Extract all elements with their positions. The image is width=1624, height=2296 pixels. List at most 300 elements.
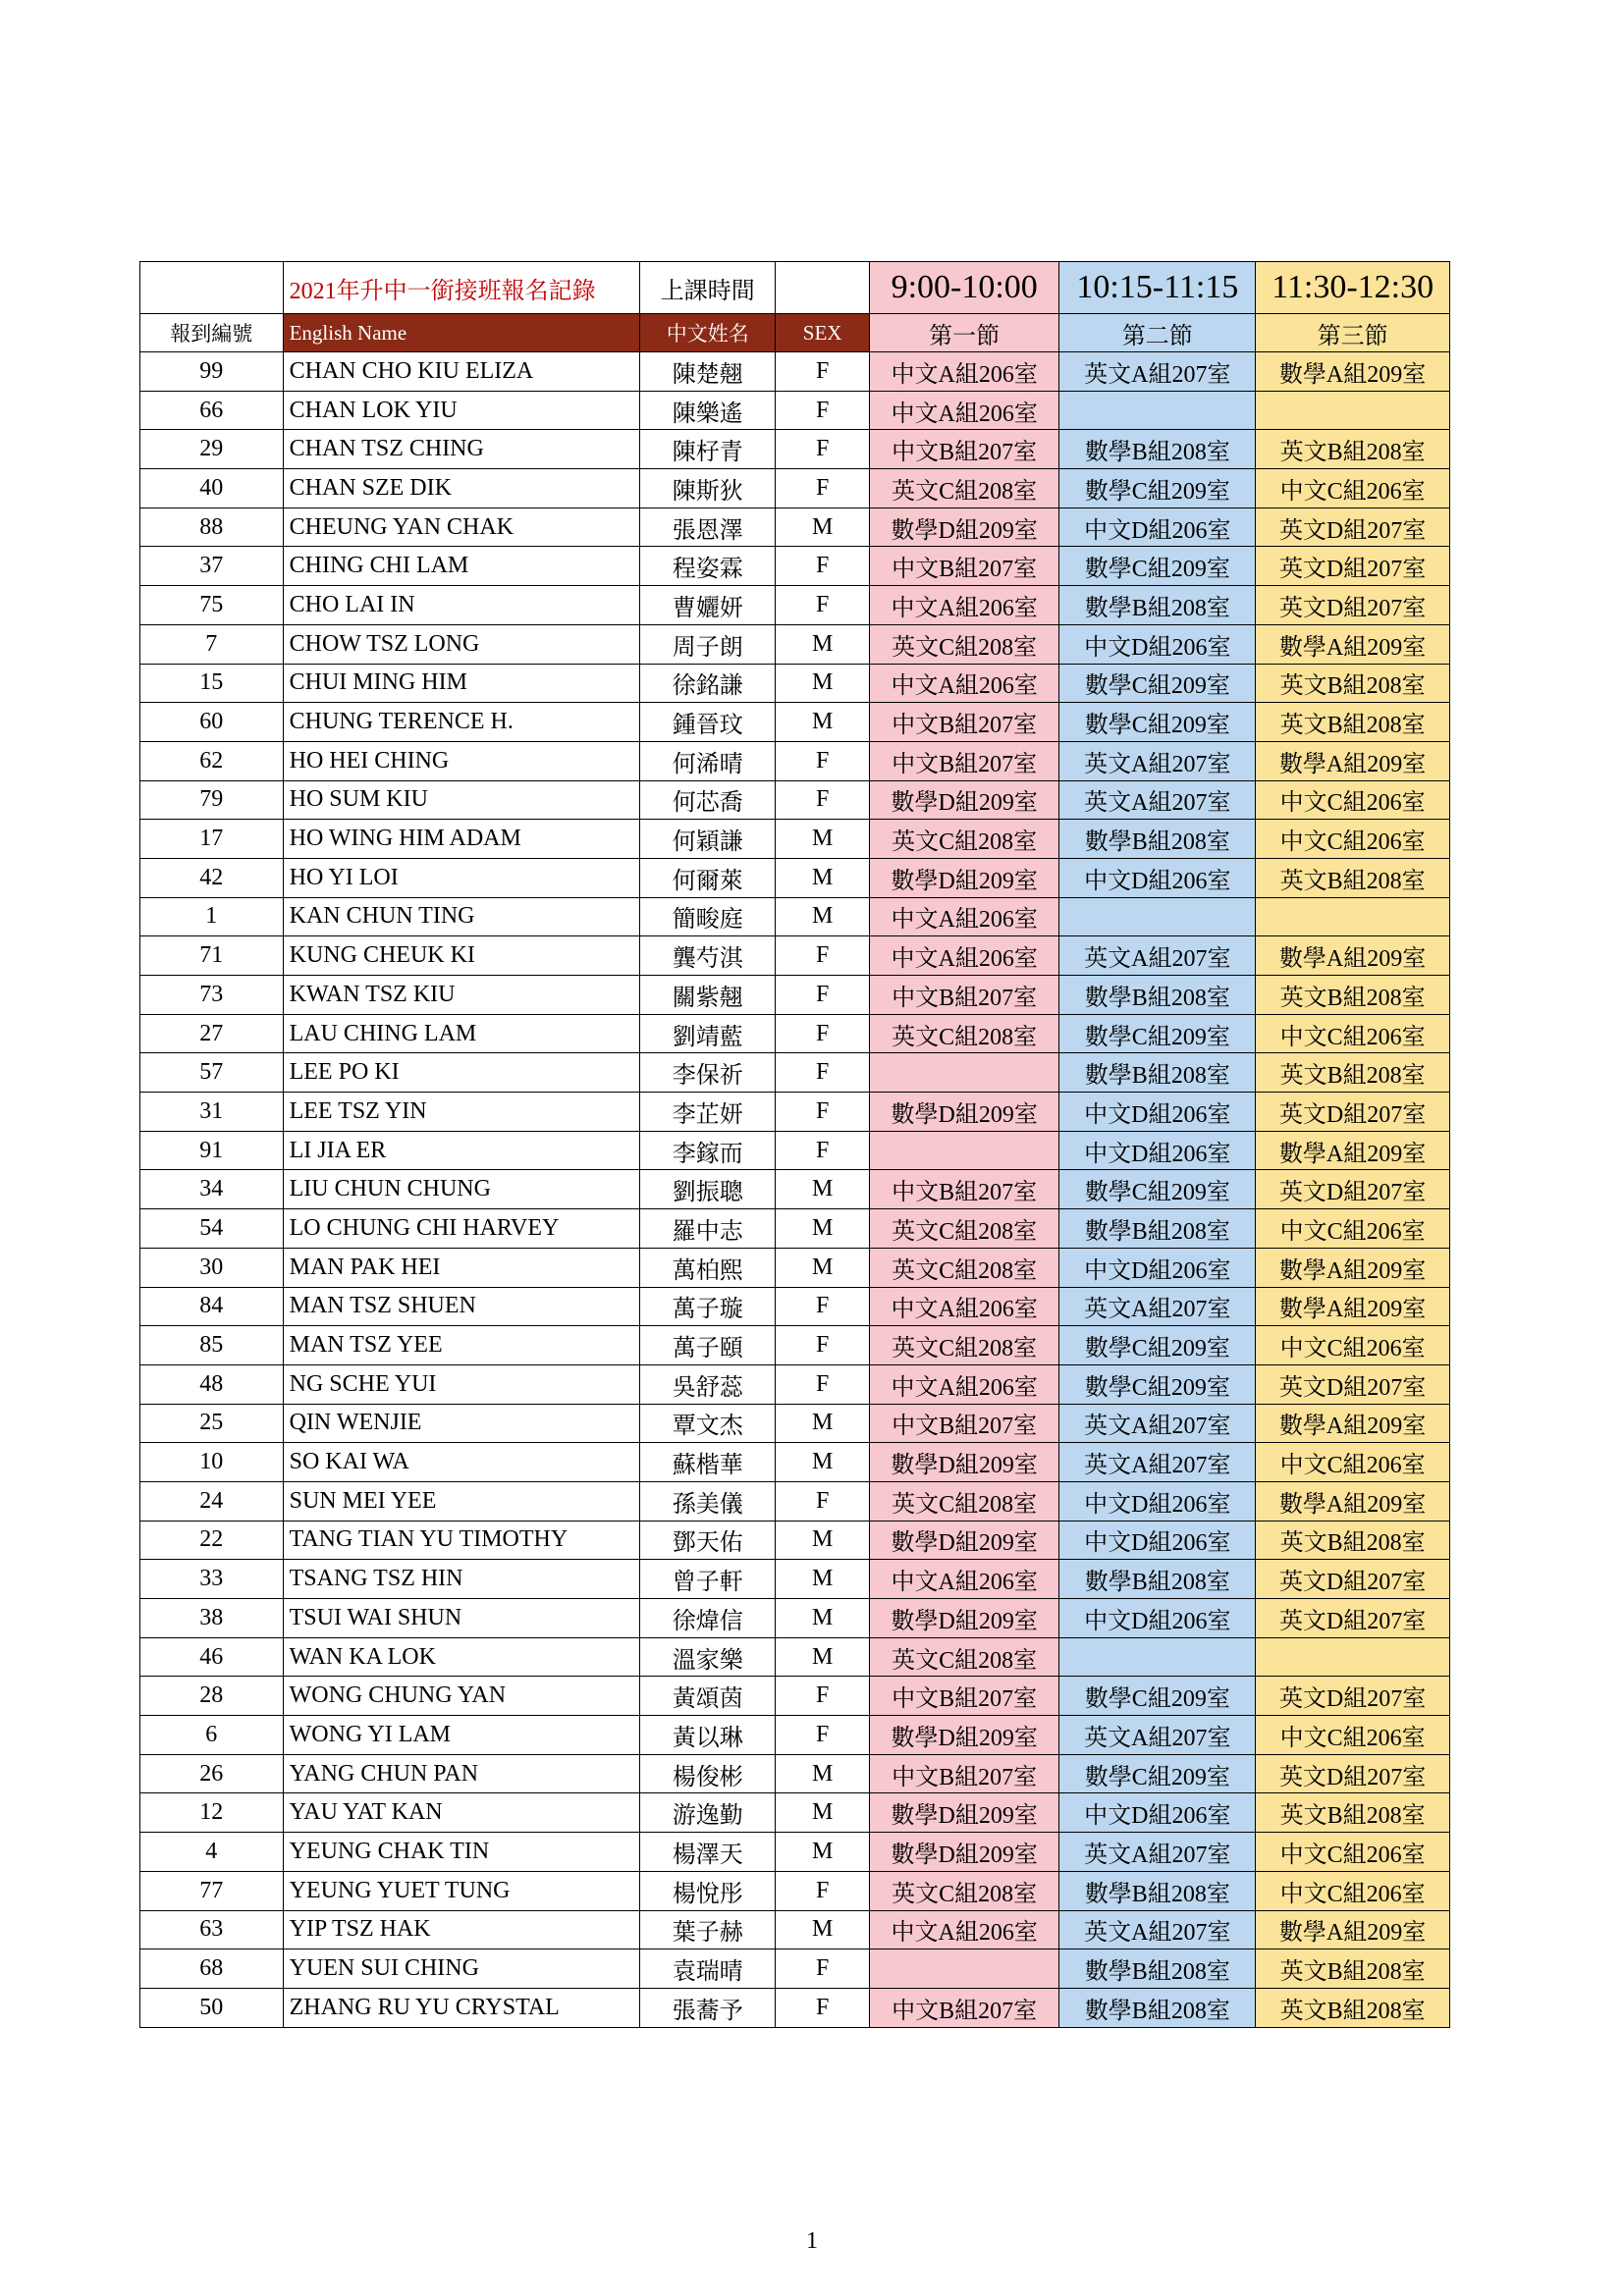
period3-class: 英文D組207室 (1256, 1364, 1450, 1404)
registration-number: 63 (140, 1910, 284, 1949)
period3-class: 英文B組208室 (1256, 1521, 1450, 1560)
period2-class (1059, 897, 1256, 936)
english-name: MAN TSZ SHUEN (283, 1287, 640, 1326)
table-row (140, 1910, 1450, 1949)
table-row (140, 1560, 1450, 1599)
table-row (140, 624, 1450, 664)
english-name: QIN WENJIE (283, 1404, 640, 1443)
english-name: TSANG TSZ HIN (283, 1560, 640, 1599)
period3-class: 英文B組208室 (1256, 1949, 1450, 1989)
period1-class: 中文B組207室 (869, 976, 1058, 1015)
table-row (140, 741, 1450, 780)
english-name: LIU CHUN CHUNG (283, 1170, 640, 1209)
english-name: CHOW TSZ LONG (283, 624, 640, 664)
registration-number: 12 (140, 1793, 284, 1833)
table-row (140, 586, 1450, 625)
table-row (140, 1209, 1450, 1249)
sex: M (776, 1248, 870, 1287)
chinese-name: 蘇楷華 (640, 1443, 776, 1482)
period1-class: 中文A組206室 (869, 586, 1058, 625)
page-number: 1 (806, 2228, 818, 2254)
period3-class: 中文C組206室 (1256, 780, 1450, 820)
col-header-period3: 第三節 (1256, 314, 1450, 352)
table-row (140, 391, 1450, 430)
period3-class: 英文B組208室 (1256, 976, 1450, 1015)
sex: M (776, 507, 870, 547)
registration-number: 42 (140, 858, 284, 897)
period3-class: 英文B組208室 (1256, 1988, 1450, 2027)
period2-class: 中文D組206室 (1059, 1793, 1256, 1833)
registration-number: 48 (140, 1364, 284, 1404)
english-name: WONG CHUNG YAN (283, 1677, 640, 1716)
registration-number: 34 (140, 1170, 284, 1209)
english-name: LO CHUNG CHI HARVEY (283, 1209, 640, 1249)
sex: F (776, 1014, 870, 1053)
period2-time: 10:15-11:15 (1059, 262, 1256, 314)
period2-class: 英文A組207室 (1059, 1404, 1256, 1443)
sex: M (776, 1521, 870, 1560)
period2-class: 中文D組206室 (1059, 1521, 1256, 1560)
period3-class: 英文D組207室 (1256, 1677, 1450, 1716)
english-name: LAU CHING LAM (283, 1014, 640, 1053)
chinese-name: 何穎謙 (640, 820, 776, 859)
registration-number: 68 (140, 1949, 284, 1989)
period1-class: 數學D組209室 (869, 1521, 1058, 1560)
chinese-name: 李芷妍 (640, 1093, 776, 1132)
chinese-name: 曾子軒 (640, 1560, 776, 1599)
period2-class: 數學C組209室 (1059, 664, 1256, 703)
english-name: CHEUNG YAN CHAK (283, 507, 640, 547)
registration-number: 33 (140, 1560, 284, 1599)
registration-number: 99 (140, 352, 284, 392)
period1-class: 英文C組208室 (869, 1481, 1058, 1521)
registration-number: 57 (140, 1053, 284, 1093)
period2-class: 中文D組206室 (1059, 858, 1256, 897)
period1-class: 英文C組208室 (869, 1871, 1058, 1910)
table-row (140, 1677, 1450, 1716)
table-row (140, 703, 1450, 742)
english-name: CHING CHI LAM (283, 547, 640, 586)
table-row (140, 1364, 1450, 1404)
chinese-name: 龔芍淇 (640, 936, 776, 976)
english-name: TANG TIAN YU TIMOTHY (283, 1521, 640, 1560)
period3-class: 英文B組208室 (1256, 703, 1450, 742)
sex: F (776, 1949, 870, 1989)
table-row (140, 430, 1450, 469)
period2-class: 英文A組207室 (1059, 1910, 1256, 1949)
registration-number: 38 (140, 1599, 284, 1638)
registration-number: 84 (140, 1287, 284, 1326)
table-row (140, 1481, 1450, 1521)
table-row (140, 1716, 1450, 1755)
period1-class: 數學D組209室 (869, 1716, 1058, 1755)
chinese-name: 鍾晉玟 (640, 703, 776, 742)
table-row (140, 1871, 1450, 1910)
class-time-label: 上課時間 (640, 262, 776, 314)
period3-class: 數學A組209室 (1256, 624, 1450, 664)
table-row (140, 897, 1450, 936)
registration-number: 88 (140, 507, 284, 547)
english-name: YEUNG CHAK TIN (283, 1833, 640, 1872)
period1-class: 數學D組209室 (869, 780, 1058, 820)
chinese-name: 吳舒蕊 (640, 1364, 776, 1404)
period2-class: 英文A組207室 (1059, 780, 1256, 820)
period3-class: 數學A組209室 (1256, 352, 1450, 392)
english-name: WAN KA LOK (283, 1637, 640, 1677)
period3-class (1256, 897, 1450, 936)
period2-class (1059, 1637, 1256, 1677)
period2-class: 數學C組209室 (1059, 469, 1256, 508)
period2-class: 數學B組208室 (1059, 1560, 1256, 1599)
registration-number: 27 (140, 1014, 284, 1053)
chinese-name: 何芯喬 (640, 780, 776, 820)
period3-class: 中文C組206室 (1256, 820, 1450, 859)
period2-class: 數學C組209室 (1059, 703, 1256, 742)
sex: F (776, 1326, 870, 1365)
period1-class: 英文C組208室 (869, 469, 1058, 508)
sex: M (776, 858, 870, 897)
sex: F (776, 469, 870, 508)
table-row (140, 780, 1450, 820)
col-header-period1: 第一節 (869, 314, 1058, 352)
sex: F (776, 1481, 870, 1521)
registration-number: 66 (140, 391, 284, 430)
registration-number: 15 (140, 664, 284, 703)
period3-class: 數學A組209室 (1256, 1248, 1450, 1287)
period1-class: 中文B組207室 (869, 1988, 1058, 2027)
chinese-name: 楊俊彬 (640, 1754, 776, 1793)
chinese-name: 萬子璇 (640, 1287, 776, 1326)
table-row (140, 1131, 1450, 1170)
english-name: SO KAI WA (283, 1443, 640, 1482)
period3-class: 英文D組207室 (1256, 586, 1450, 625)
registration-number: 17 (140, 820, 284, 859)
period2-class: 數學C組209室 (1059, 1364, 1256, 1404)
chinese-name: 陳樂遙 (640, 391, 776, 430)
period2-class: 數學B組208室 (1059, 430, 1256, 469)
sex: M (776, 1560, 870, 1599)
period3-class: 英文B組208室 (1256, 1053, 1450, 1093)
period2-class: 英文A組207室 (1059, 1716, 1256, 1755)
english-name: CHAN SZE DIK (283, 469, 640, 508)
period1-class: 數學D組209室 (869, 1599, 1058, 1638)
chinese-name: 袁瑞晴 (640, 1949, 776, 1989)
chinese-name: 覃文杰 (640, 1404, 776, 1443)
period3-class: 中文C組206室 (1256, 1209, 1450, 1249)
period1-class: 中文A組206室 (869, 391, 1058, 430)
sex: M (776, 1793, 870, 1833)
table-row (140, 352, 1450, 392)
period1-class: 中文B組207室 (869, 430, 1058, 469)
english-name: YUEN SUI CHING (283, 1949, 640, 1989)
period1-class: 英文C組208室 (869, 1014, 1058, 1053)
period1-class: 中文A組206室 (869, 664, 1058, 703)
english-name: NG SCHE YUI (283, 1364, 640, 1404)
period2-class: 數學B組208室 (1059, 1988, 1256, 2027)
period1-class: 中文B組207室 (869, 741, 1058, 780)
english-name: WONG YI LAM (283, 1716, 640, 1755)
col-header-period2: 第二節 (1059, 314, 1256, 352)
period2-class: 數學B組208室 (1059, 976, 1256, 1015)
table-row (140, 507, 1450, 547)
english-name: CHUNG TERENCE H. (283, 703, 640, 742)
period2-class: 數學C組209室 (1059, 547, 1256, 586)
table-row (140, 1793, 1450, 1833)
chinese-name: 徐煒信 (640, 1599, 776, 1638)
chinese-name: 曹孋妍 (640, 586, 776, 625)
chinese-name: 葉子赫 (640, 1910, 776, 1949)
chinese-name: 張蕎予 (640, 1988, 776, 2027)
sex: F (776, 780, 870, 820)
period2-class: 英文A組207室 (1059, 1833, 1256, 1872)
english-name: HO WING HIM ADAM (283, 820, 640, 859)
english-name: YEUNG YUET TUNG (283, 1871, 640, 1910)
table-row (140, 1833, 1450, 1872)
chinese-name: 楊澤天 (640, 1833, 776, 1872)
period1-class: 數學D組209室 (869, 858, 1058, 897)
table-row (140, 936, 1450, 976)
col-header-number: 報到編號 (140, 314, 284, 352)
period1-class: 英文C組208室 (869, 1637, 1058, 1677)
period2-class: 中文D組206室 (1059, 1248, 1256, 1287)
period2-class: 數學B組208室 (1059, 1209, 1256, 1249)
period3-class: 數學A組209室 (1256, 936, 1450, 976)
chinese-name: 何爾萊 (640, 858, 776, 897)
period2-class (1059, 391, 1256, 430)
table-row (140, 1248, 1450, 1287)
registration-number: 60 (140, 703, 284, 742)
registration-number: 71 (140, 936, 284, 976)
registration-number: 25 (140, 1404, 284, 1443)
registration-number: 91 (140, 1131, 284, 1170)
period3-class: 英文D組207室 (1256, 547, 1450, 586)
english-name: CHAN TSZ CHING (283, 430, 640, 469)
chinese-name: 程姿霖 (640, 547, 776, 586)
period2-class: 英文A組207室 (1059, 352, 1256, 392)
sex: F (776, 976, 870, 1015)
english-name: YIP TSZ HAK (283, 1910, 640, 1949)
period3-class: 數學A組209室 (1256, 1910, 1450, 1949)
period1-class: 英文C組208室 (869, 624, 1058, 664)
registration-number: 1 (140, 897, 284, 936)
period3-time: 11:30-12:30 (1256, 262, 1450, 314)
period1-class: 中文B組207室 (869, 703, 1058, 742)
english-name: TSUI WAI SHUN (283, 1599, 640, 1638)
english-name: LEE PO KI (283, 1053, 640, 1093)
table-row (140, 1949, 1450, 1989)
english-name: SUN MEI YEE (283, 1481, 640, 1521)
sex: M (776, 1833, 870, 1872)
period3-class: 中文C組206室 (1256, 469, 1450, 508)
registration-number: 77 (140, 1871, 284, 1910)
chinese-name: 李鎵而 (640, 1131, 776, 1170)
sex: F (776, 1131, 870, 1170)
sex: F (776, 1677, 870, 1716)
sex: M (776, 1599, 870, 1638)
sex: M (776, 664, 870, 703)
table-row (140, 1754, 1450, 1793)
period1-class: 數學D組209室 (869, 1093, 1058, 1132)
period2-class: 中文D組206室 (1059, 1131, 1256, 1170)
english-name: MAN PAK HEI (283, 1248, 640, 1287)
table-row (140, 976, 1450, 1015)
sex: F (776, 1287, 870, 1326)
chinese-name: 周子朗 (640, 624, 776, 664)
registration-number: 24 (140, 1481, 284, 1521)
chinese-name: 何浠晴 (640, 741, 776, 780)
english-name: CHAN CHO KIU ELIZA (283, 352, 640, 392)
period3-class: 中文C組206室 (1256, 1014, 1450, 1053)
registration-table (139, 261, 1450, 2028)
table-row (140, 1326, 1450, 1365)
period1-class: 數學D組209室 (869, 1793, 1058, 1833)
english-name: LEE TSZ YIN (283, 1093, 640, 1132)
period2-class: 中文D組206室 (1059, 1481, 1256, 1521)
sex: F (776, 1716, 870, 1755)
sex: F (776, 1093, 870, 1132)
chinese-name: 鄧天佑 (640, 1521, 776, 1560)
col-header-sex: SEX (776, 314, 870, 352)
registration-number: 85 (140, 1326, 284, 1365)
period3-class: 英文D組207室 (1256, 1599, 1450, 1638)
sex: M (776, 820, 870, 859)
period2-class: 中文D組206室 (1059, 1599, 1256, 1638)
english-name: KAN CHUN TING (283, 897, 640, 936)
chinese-name: 陳杍青 (640, 430, 776, 469)
registration-number: 40 (140, 469, 284, 508)
chinese-name: 張恩澤 (640, 507, 776, 547)
period1-class (869, 1053, 1058, 1093)
chinese-name: 劉靖藍 (640, 1014, 776, 1053)
registration-number: 75 (140, 586, 284, 625)
table-row (140, 1170, 1450, 1209)
table-row (140, 1287, 1450, 1326)
chinese-name: 孫美儀 (640, 1481, 776, 1521)
english-name: KWAN TSZ KIU (283, 976, 640, 1015)
chinese-name: 劉振聰 (640, 1170, 776, 1209)
registration-number: 30 (140, 1248, 284, 1287)
sex: M (776, 624, 870, 664)
period1-class: 英文C組208室 (869, 1209, 1058, 1249)
period3-class: 英文B組208室 (1256, 430, 1450, 469)
period2-class: 數學B組208室 (1059, 1053, 1256, 1093)
english-name: LI JIA ER (283, 1131, 640, 1170)
period3-class: 英文B組208室 (1256, 1793, 1450, 1833)
chinese-name: 萬柏熙 (640, 1248, 776, 1287)
period2-class: 英文A組207室 (1059, 741, 1256, 780)
chinese-name: 李保祈 (640, 1053, 776, 1093)
table-body (140, 352, 1450, 2028)
table-row (140, 820, 1450, 859)
sex: M (776, 1209, 870, 1249)
table-row (140, 1599, 1450, 1638)
period1-class (869, 1131, 1058, 1170)
period3-class: 數學A組209室 (1256, 1287, 1450, 1326)
chinese-name: 徐銘謙 (640, 664, 776, 703)
sex: F (776, 741, 870, 780)
table-row (140, 858, 1450, 897)
table-row (140, 1093, 1450, 1132)
period1-class: 中文B組207室 (869, 1404, 1058, 1443)
period1-class: 中文A組206室 (869, 352, 1058, 392)
period1-class: 中文B組207室 (869, 547, 1058, 586)
table-row (140, 664, 1450, 703)
registration-number: 37 (140, 547, 284, 586)
registration-number: 22 (140, 1521, 284, 1560)
period2-class: 英文A組207室 (1059, 936, 1256, 976)
period1-class: 中文B組207室 (869, 1677, 1058, 1716)
col-header-english-name: English Name (283, 314, 640, 352)
sex: M (776, 1404, 870, 1443)
chinese-name: 簡畯庭 (640, 897, 776, 936)
period3-class: 中文C組206室 (1256, 1871, 1450, 1910)
english-name: CHO LAI IN (283, 586, 640, 625)
period3-class: 英文B組208室 (1256, 664, 1450, 703)
table-row (140, 1404, 1450, 1443)
period3-class: 數學A組209室 (1256, 1404, 1450, 1443)
period2-class: 數學C組209室 (1059, 1677, 1256, 1716)
period1-time: 9:00-10:00 (869, 262, 1058, 314)
chinese-name: 關紫翹 (640, 976, 776, 1015)
period3-class: 數學A組209室 (1256, 1131, 1450, 1170)
period3-class: 數學A組209室 (1256, 741, 1450, 780)
period2-class: 英文A組207室 (1059, 1287, 1256, 1326)
sex: M (776, 703, 870, 742)
period2-class: 數學B組208室 (1059, 1949, 1256, 1989)
sex: F (776, 1988, 870, 2027)
sex: F (776, 1871, 870, 1910)
chinese-name: 黃以琳 (640, 1716, 776, 1755)
title-row (140, 262, 1450, 314)
registration-number: 46 (140, 1637, 284, 1677)
chinese-name: 溫家樂 (640, 1637, 776, 1677)
registration-number: 54 (140, 1209, 284, 1249)
period2-class: 數學B組208室 (1059, 1871, 1256, 1910)
registration-number: 26 (140, 1754, 284, 1793)
registration-number: 7 (140, 624, 284, 664)
period1-class: 中文A組206室 (869, 1560, 1058, 1599)
period1-class: 英文C組208室 (869, 1326, 1058, 1365)
blank-cell (776, 262, 870, 314)
chinese-name: 楊悅彤 (640, 1871, 776, 1910)
period3-class: 英文D組207室 (1256, 507, 1450, 547)
table-row (140, 547, 1450, 586)
period2-class: 數學C組209室 (1059, 1326, 1256, 1365)
sex: F (776, 391, 870, 430)
sex: M (776, 1754, 870, 1793)
sex: M (776, 1910, 870, 1949)
period3-class (1256, 391, 1450, 430)
sex: F (776, 352, 870, 392)
period1-class (869, 1949, 1058, 1989)
period1-class: 中文A組206室 (869, 1364, 1058, 1404)
sex: F (776, 430, 870, 469)
chinese-name: 萬子頤 (640, 1326, 776, 1365)
period1-class: 中文B組207室 (869, 1170, 1058, 1209)
period2-class: 英文A組207室 (1059, 1443, 1256, 1482)
registration-number: 29 (140, 430, 284, 469)
registration-number: 31 (140, 1093, 284, 1132)
table-row (140, 1053, 1450, 1093)
period1-class: 英文C組208室 (869, 820, 1058, 859)
registration-number: 28 (140, 1677, 284, 1716)
table-row (140, 1521, 1450, 1560)
english-name: YAU YAT KAN (283, 1793, 640, 1833)
period3-class: 英文B組208室 (1256, 858, 1450, 897)
period3-class: 數學A組209室 (1256, 1481, 1450, 1521)
chinese-name: 羅中志 (640, 1209, 776, 1249)
english-name: YANG CHUN PAN (283, 1754, 640, 1793)
